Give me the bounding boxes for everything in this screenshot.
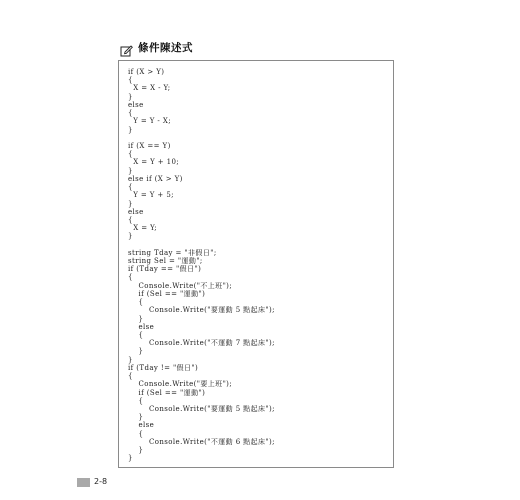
code-listing-box: [118, 60, 394, 468]
code-line: {: [128, 215, 133, 224]
code-line: Y = Y - X;: [128, 117, 171, 126]
code-line: {: [128, 298, 144, 307]
section-title: 條件陳述式: [138, 42, 193, 54]
code-line: {: [128, 372, 133, 381]
code-line: Console.Write("要運動 5 點起床");: [128, 404, 275, 413]
page-footer: [77, 476, 107, 488]
code-line: }: [128, 355, 133, 364]
page-marker-bar: [77, 478, 90, 487]
section-heading: [120, 40, 193, 56]
page-number: 2-8: [94, 477, 108, 486]
code-line: else: [128, 207, 144, 216]
code-line: if (Sel == "運動"): [128, 289, 206, 298]
code-line: else: [128, 100, 144, 109]
code-line: }: [128, 454, 133, 463]
code-line: }: [128, 232, 133, 241]
code-line: if (X == Y): [128, 141, 171, 150]
code-line: }: [128, 92, 133, 101]
code-line: {: [128, 331, 144, 339]
code-line: {: [128, 109, 133, 118]
code-line: {: [128, 76, 133, 85]
code-line: }: [128, 446, 144, 455]
code-line: Console.Write("不運動 7 點起床");: [128, 339, 275, 348]
code-line: Y = Y + 5;: [128, 191, 174, 200]
code-line: {: [128, 396, 144, 405]
code-line: {: [128, 150, 133, 159]
code-line: X = X - Y;: [128, 84, 171, 93]
code-line: Console.Write("不運動 6 點起床");: [128, 437, 275, 446]
code-line: else: [128, 322, 155, 331]
code-line: string Sel = "運動";: [128, 257, 203, 266]
code-listing: [128, 68, 275, 463]
code-line: if (X > Y): [128, 68, 165, 76]
code-line: [128, 134, 275, 142]
code-line: {: [128, 429, 144, 438]
code-line: }: [128, 125, 133, 134]
code-line: Console.Write("不上班");: [128, 281, 233, 290]
code-line: }: [128, 199, 133, 208]
code-line: [128, 241, 275, 249]
code-line: }: [128, 166, 133, 175]
code-line: else: [128, 421, 155, 430]
code-line: if (Sel == "運動"): [128, 388, 206, 397]
code-line: }: [128, 314, 144, 323]
code-line: Console.Write("要運動 5 點起床");: [128, 306, 275, 315]
code-line: {: [128, 183, 133, 192]
code-line: }: [128, 347, 144, 356]
edit-note-icon: [120, 42, 133, 55]
code-line: X = Y + 10;: [128, 158, 180, 167]
code-line: }: [128, 413, 144, 422]
code-line: string Tday = "非假日";: [128, 248, 217, 257]
code-line: {: [128, 273, 133, 282]
code-line: if (Tday != "假日"): [128, 363, 199, 372]
code-line: else if (X > Y): [128, 174, 183, 183]
code-line: Console.Write("要上班");: [128, 380, 233, 389]
code-line: X = Y;: [128, 224, 158, 233]
code-line: if (Tday == "假日"): [128, 265, 202, 274]
